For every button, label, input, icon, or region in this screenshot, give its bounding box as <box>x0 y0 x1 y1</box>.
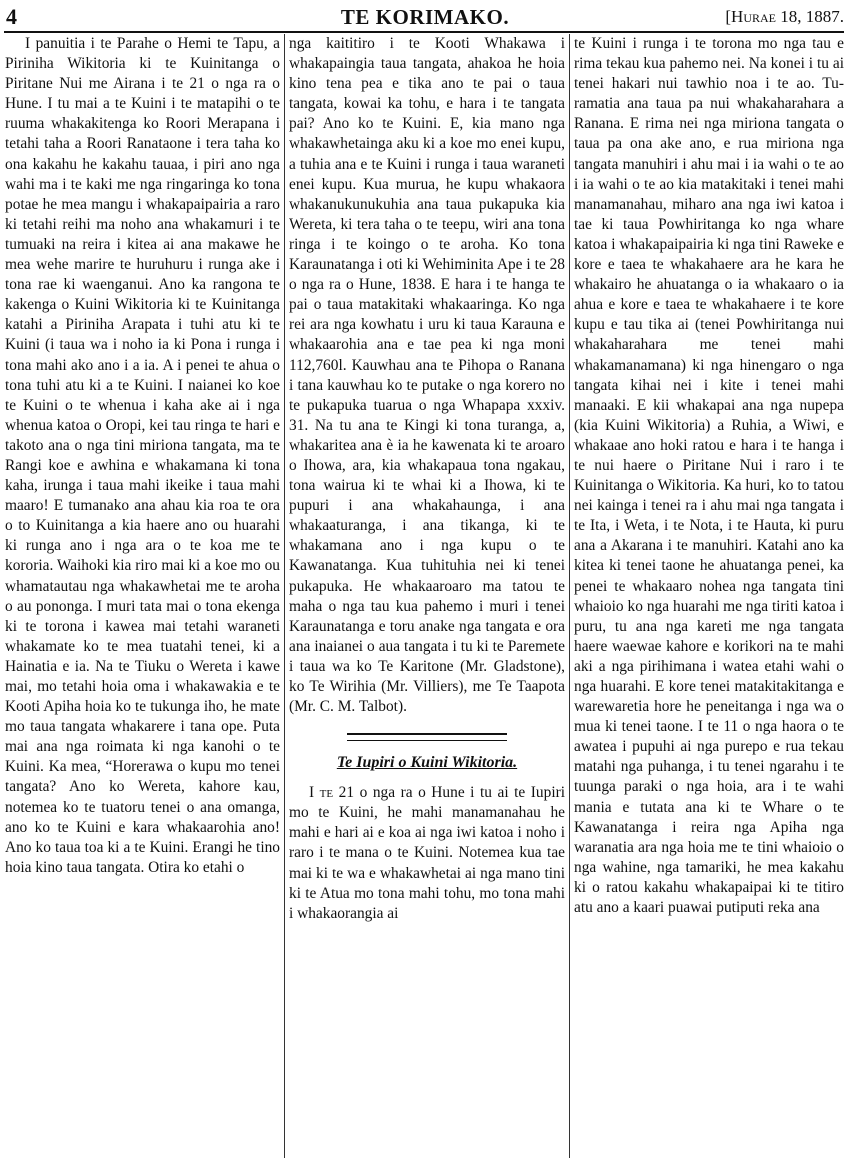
paragraph-text: 21 o nga ra o Hune i tu ai te Iupiri mo te Kuini, he mahi manamanahau he mahi e hari ai e koa ai nga iwi katoa i noho i raro i te mana o te Kuini. Notemea kua tae mai ki te wa e whakawhetai ai nga mano tini ki te Atua mo tona mahi tohu, mo tona mahi i whakaorangia ai <box>289 784 565 922</box>
page-header <box>6 4 844 34</box>
article-paragraph <box>289 783 565 924</box>
section-title: Te Iupiri o Kuini Wikitoria. <box>336 754 518 772</box>
header-rule <box>4 31 844 33</box>
article-paragraph: I panuitia i te Parahe o Hemi te Tapu, a Piriniha Wikitoria ki te Kuinitanga o Piritane Nui me Airana i te 21 o nga ra o Hune. I tu mai a te Kuini i te matapihi o te ruuma whakakitenga ko Roori Merapana i tetahi taha a Roori Ranataone i tera taha ko ona kakahu he kakahu tauaa, i piri ano nga wahi ma i te kaki me nga ringaringa ko tona potae he mea mangu i whakapaipairia a raro ki tetahi reihi ma noho ana whakamuri i te tumuaki na reira i kitea ai ana makawe he mea wehe marire te huruhuru i runga ake i tona rae ki waenganui. Ano ka rangona te kakenga o Kuini Wikitoria ki te Kuinitanga katahi a Piriniha Arapata i tuhi atu ki te Kuini (i taua wa i noho ia ki Pona i runga i tona mahi ako ano i a ia. A i penei te ahua o tona tuhi atu ki a te Kuini. I naianei ko koe te Kuini o te whenua i kaha ake ai i nga whenua katoa o Oropi, kei tau ringa te hari e takoto ana o nga tini miriona tangata, ma te Rangi koe e awhina e whakamana ki tona kaha, irunga i taua mahi ikeike i taua mahi maaro! E tumanako ana ahau kia roa te ora o to Kuinitanga a kia haere ano ou huarahi ki runga ano i nga ara o te koa me te kororia. Waihoki kia riro mai ki a koe mo ou whamatautau nga whakawhetai me te aroha o au pononga. I muri tata mai o tona ekenga ki te torona i kawea mai tetahi waraneti whakamate ko te mea tuatahi tenei, ki a Hainatia e ia. Na te Tiuku o Wereta i kawe mai, mo tetahi hoia oma i whakawakia e te Kooti Apiha hoia ko te tukunga iho, he mate mo taua tangata whakarere i tana ope. Puta mai ana nga roimata ki nga kanohi o te Kuini. Ka mea, “Horerawa o kupu mo tenei tangata? Ano ko Wereta, kahore kau, notemea ko te tuatoru tenei o ana omanga, ano ko te Kuini e kara whakaarohia ano! Ano ko taua toa ki a te Kuini. Erangi he tino hoia kino taua tangata. Otira ko etahi o <box>5 35 280 876</box>
masthead-title: TE KORIMAKO. <box>340 5 510 29</box>
page-number: 4 <box>6 4 17 29</box>
column-1 <box>5 34 280 1158</box>
column-3 <box>574 34 844 1158</box>
column-2 <box>289 34 565 1158</box>
issue-date: [Hurae 18, 1887. <box>725 7 844 26</box>
article-paragraph: nga kaititiro i te Kooti Whakawa i whakapaingia taua tangata, ahakoa he hoia kino tena pea e tika ano te pai o taua tangata, kowai ka tohu, e hara i te tangata pai? Ano ko te Kuini. E, kia mano nga whakawhetainga aku ki a koe mo enei kupu, a tuhia ana e te Kuini i runga i taua waraneti enei kupu. Kua murua, he kupu whakaora whakanukunukuhia ana taua pukapuka kia Wereta, ki tera taha o te teepu, wiri ana tona ringa i te koingo o te aroha. Ko tona Karaunatanga i oti ki Wehiminita Ape i te 28 o nga ra o Hune, 1838. E hara i te hanga te pai o taua matakitaki whakaaringa. Ko nga rei ara nga kowhatu i uru ki taua Karauna e whakaarohia ana e tae pea ki nga moni 112,760l. Kauwhau ana te Pihopa o Ranana i tana kauwhau ko te putake o nga korero no te pukapuka tuarua o nga Whapapa xxxiv. 31. Na tu ana te Kingi ki tona turanga, a, whakaritea ana è ia he kawenata ki te aroaro o Ihowa, ara, kia whakapaua tona ngakau, tona wairua ki te whai ki a Ihowa, ki te pupuri i ana whakahaunga, i ana whakaaturanga, i ana tikanga, ki te whakamana ano i nga kupu o te Kawanatanga. Kua tuhituhia nei ki tenei pukapuka. He whakaaroaro ma tatou te maha o nga tau kua pahemo i muri i tenei Karaunatanga e toru anake nga tangata e ora ana inaianei o aua tangata i tu ki te Paremete i taua wa ko Te Karitone (Mr. Gladstone), ko Te Wirihia (Mr. Villiers), me Te Taapota (Mr. C. M. Talbot). <box>289 35 565 716</box>
section-divider <box>347 733 507 741</box>
column-divider-1 <box>284 34 285 1158</box>
lead-word: I te <box>309 784 334 802</box>
article-paragraph: te Kuini i runga i te torona mo nga tau e rima tekau kua pahemo nei. Na konei i tu ai tenei hakari nui tawhio noa i te ao. Tu-ramatia ana taua pa nui whakaharahara a Ranana. E rima nei nga miriona tangata o taua pa ona ake ano, e rua miriona nga tangata manuhiri i ahu mai i ia wahi o te ao i ia wahi o te ao kia matakitaki i tenei mahi manamanahau, miharo ana nga iwi katoa i tae ki taua Powhiritanga ko nga whare katoa i whakapaipairia ki nga tini Raweke e kore e taea te whakahaere ara he kara he whakairo he ahuatanga o ia whakaaro o ia ahua e kore e taea te whakahaere i te kore kupu e tau tika ai (tenei Powhiritanga nui whakaharahara me tenei mahi whakamanamana) ki nga hinengaro o nga tangata kihai nei i kite i tenei mahi manaaki. E kii whakapai ana nga nupepa (kia Kuini Wikitoria) a Ruhia, a Wiwi, e whakaae ano hoki ratou e hara i te hanga i te nui haere o Piritane Nui i raro i te Kuinitanga o Wikitoria. Ka huri, ko to tatou nei kainga i tenei ra i ahu mai nga tangata i te Ita, i Weta, i te Nota, i te Hauta, ki puru ana a Akarana i te manuhiri. Katahi ano ka kitea ki tenei taone he ahuatanga penei, ka penei te whakaaro nohea nga tangata tini whaioio ko nga huarahi me nga tiriti katoa i puru, tu ana nga kareti me nga tangata haere waewae kahore e korikori na te mahi aki a nga pirihimana i watea etahi wahi o nga huarahi. E kore tenei matakitakitanga e warewaretia hore he peneitanga i nga wa o mua ki tenei taone. I te 11 o nga haora o te awatea i pupuhi ai nga purepo e rua tekau matahi nga puhanga, i tu tenei ngarahu i te tuunga paraki o nga hoia, ara i te wahi mania e tutata ana ki te Whare o te Kawanatanga i reira nga Apiha nga waranatia ara nga hoia me te tini whaioio o nga wahine, nga tamariki, he mea kakahu ki o ratou kakahu whakapaipai ki te titiro atu ano a kaari puawai putiputi reka ana <box>574 35 844 917</box>
column-divider-2 <box>569 34 570 1158</box>
